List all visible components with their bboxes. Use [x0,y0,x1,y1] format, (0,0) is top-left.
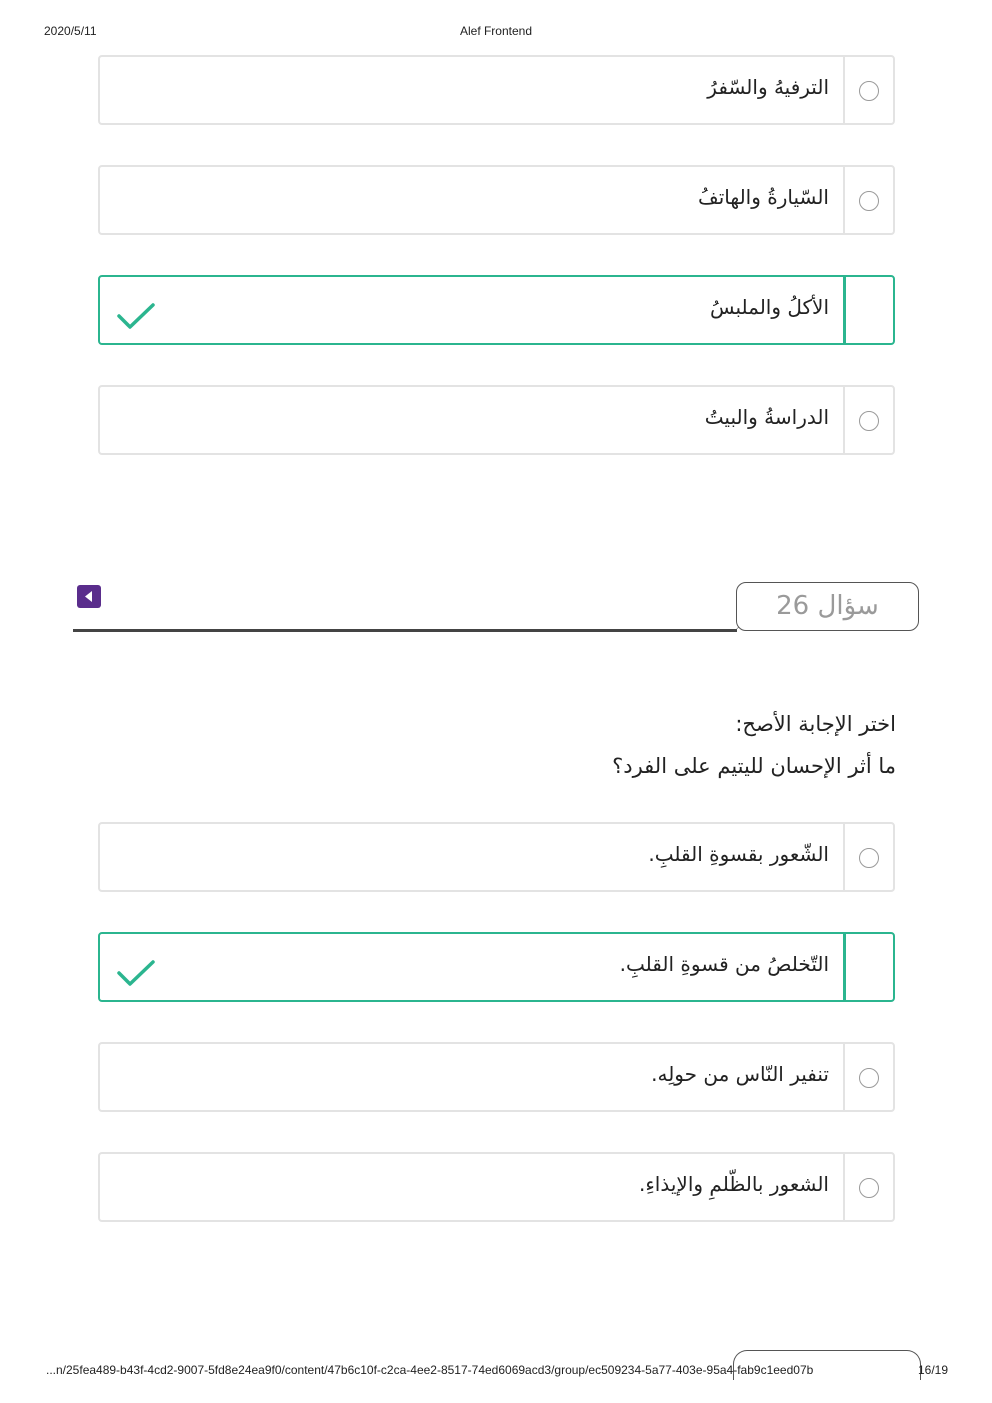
option-radio-cell[interactable] [843,167,893,233]
print-url: ...n/25fea489-b43f-4cd2-9007-5fd8e24ea9f0/content/47b6c10f-c2ca-4ee2-8517-74ed6069acd3/group/ec509234-5a77-403e-95a4-fab9c1eed07b [46,1363,814,1377]
radio-empty-icon[interactable] [859,191,879,211]
option-text: الشّعور بقسوةِ القلبِ. [648,842,829,866]
option-radio-cell[interactable] [843,934,893,1000]
answer-option[interactable] [98,1152,895,1222]
caret-left-icon [77,585,101,608]
option-radio-cell[interactable] [843,277,893,343]
question-number-tab: سؤال 26 [736,582,919,631]
answer-option[interactable] [98,165,895,235]
option-text: التّخلصُ من قسوةِ القلبِ. [619,952,829,976]
option-radio-cell[interactable] [843,824,893,890]
radio-empty-icon[interactable] [859,1068,879,1088]
question-instruction: اختر الإجابة الأصح: [735,712,896,736]
check-icon [116,301,156,331]
answer-option-selected[interactable] [98,275,895,345]
back-button[interactable] [77,585,101,608]
answer-option[interactable] [98,822,895,892]
print-page-number: 16/19 [917,1363,948,1377]
option-text: تنفير النّاس من حولِه. [651,1062,829,1086]
answer-option[interactable] [98,1042,895,1112]
option-text: الشعور بالظّلمِ والإيذاءِ. [639,1172,829,1196]
option-radio-cell[interactable] [843,387,893,453]
print-date: 2020/5/11 [44,24,97,38]
option-radio-cell[interactable] [843,1154,893,1220]
option-radio-cell[interactable] [843,1044,893,1110]
option-radio-cell[interactable] [843,57,893,123]
option-text: السّيارةُ والهاتفُ [697,185,829,209]
answer-option[interactable] [98,55,895,125]
radio-empty-icon[interactable] [859,81,879,101]
question-header-rule [73,629,737,632]
question-prompt: ما أثر الإحسان لليتيم على الفرد؟ [612,754,896,778]
radio-empty-icon[interactable] [859,848,879,868]
option-text: الأكلُ والملبسُ [709,295,829,319]
check-icon [116,958,156,988]
print-title: Alef Frontend [459,24,533,38]
option-text: الترفيهُ والسّفرُ [707,75,829,99]
option-text: الدراسةُ والبيتُ [704,405,829,429]
answer-option[interactable] [98,385,895,455]
answer-option-selected[interactable] [98,932,895,1002]
radio-empty-icon[interactable] [859,411,879,431]
radio-empty-icon[interactable] [859,1178,879,1198]
